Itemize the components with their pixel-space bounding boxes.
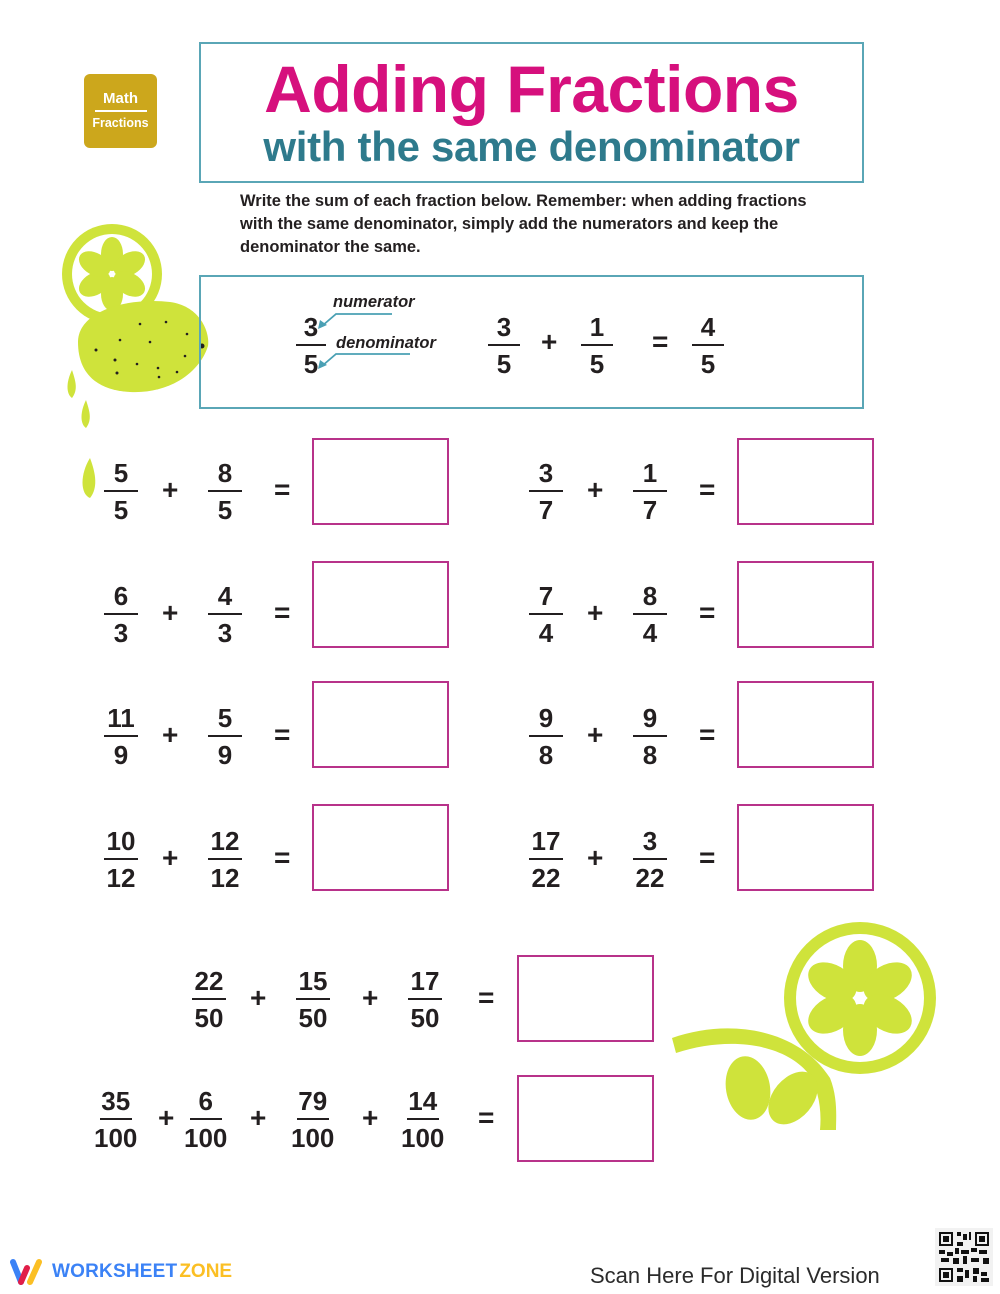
equals-sign: =: [699, 597, 716, 628]
denominator: 4: [538, 618, 554, 648]
example-fraction-b: [581, 314, 613, 377]
fraction: [408, 968, 442, 1031]
badge-divider: [95, 110, 147, 112]
numerator: 10: [106, 826, 136, 856]
numerator: 9: [642, 703, 658, 733]
fraction: [633, 705, 667, 768]
equals-sign: =: [274, 842, 291, 873]
title-box: [199, 42, 864, 183]
answer-box-2[interactable]: [737, 438, 874, 525]
numerator: 1: [589, 312, 605, 342]
numerator: 17: [531, 826, 561, 856]
answer-box-8[interactable]: [737, 804, 874, 891]
example-result-fraction: [692, 314, 724, 377]
example-fraction-a: [488, 314, 520, 377]
numerator: 79: [298, 1086, 328, 1116]
numerator: 22: [194, 966, 224, 996]
denominator: 22: [531, 863, 561, 893]
denominator: 3: [113, 618, 129, 648]
numerator: 12: [210, 826, 240, 856]
plus-sign: +: [587, 474, 604, 505]
page-subtitle: with the same denominator: [263, 123, 800, 170]
fraction: [104, 828, 138, 891]
answer-box-4[interactable]: [737, 561, 874, 648]
fraction: [529, 705, 563, 768]
equals-sign: =: [478, 1102, 495, 1133]
denominator-label: denominator: [336, 334, 436, 352]
numerator: 3: [303, 312, 319, 342]
denominator: 5: [113, 495, 129, 525]
fraction: [104, 460, 138, 523]
plus-sign: +: [250, 982, 267, 1013]
denominator: 7: [642, 495, 658, 525]
fraction: [104, 705, 138, 768]
denominator: 3: [217, 618, 233, 648]
denominator: 50: [410, 1003, 440, 1033]
answer-box-9[interactable]: [517, 955, 654, 1042]
plus-sign: +: [250, 1102, 267, 1133]
plus-sign: +: [587, 597, 604, 628]
fraction: [208, 460, 242, 523]
denominator-arrow-icon: [314, 352, 414, 370]
denominator: 9: [217, 740, 233, 770]
scan-instruction-text: Scan Here For Digital Version: [590, 1263, 880, 1288]
fraction: [633, 583, 667, 646]
denominator: 12: [106, 863, 136, 893]
fraction: [104, 583, 138, 646]
instructions-text: Write the sum of each fraction below. Remember: when adding fractions with the same denominator, simply add the numerators and keep the denominator the same.: [240, 192, 807, 256]
badge-topic: Fractions: [92, 116, 149, 130]
denominator: 5: [303, 349, 319, 379]
fraction: [529, 583, 563, 646]
answer-box-7[interactable]: [312, 804, 449, 891]
plus-sign: +: [158, 1102, 175, 1133]
plus-sign: +: [162, 474, 179, 505]
denominator: 7: [538, 495, 554, 525]
fraction: [296, 968, 330, 1031]
denominator: 8: [538, 740, 554, 770]
plus-sign: +: [162, 842, 179, 873]
numerator: 5: [113, 458, 129, 488]
numerator: 8: [642, 581, 658, 611]
equals-sign: =: [652, 326, 669, 357]
numerator: 3: [496, 312, 512, 342]
page-title: Adding Fractions: [264, 52, 799, 126]
numerator: 4: [217, 581, 233, 611]
fraction: [291, 1088, 334, 1151]
plus-sign: +: [162, 719, 179, 750]
answer-box-10[interactable]: [517, 1075, 654, 1162]
numerator: 8: [217, 458, 233, 488]
answer-box-1[interactable]: [312, 438, 449, 525]
numerator: 6: [113, 581, 129, 611]
denominator: 22: [635, 863, 665, 893]
numerator: 1: [642, 458, 658, 488]
numerator: 11: [107, 703, 135, 733]
fraction: [208, 583, 242, 646]
numerator: 3: [538, 458, 554, 488]
fraction: [633, 460, 667, 523]
numerator: 4: [700, 312, 716, 342]
denominator: 100: [94, 1123, 138, 1153]
numerator: 9: [538, 703, 554, 733]
fraction: [529, 460, 563, 523]
answer-box-6[interactable]: [737, 681, 874, 768]
answer-box-5[interactable]: [312, 681, 449, 768]
plus-sign: +: [587, 719, 604, 750]
numerator: 15: [298, 966, 328, 996]
numerator-label: numerator: [333, 293, 415, 311]
subject-badge: [84, 74, 157, 148]
numerator: 35: [101, 1086, 131, 1116]
qr-code-icon[interactable]: [935, 1228, 993, 1286]
numerator-arrow-icon: [314, 312, 394, 330]
denominator: 5: [496, 349, 512, 379]
denominator: 100: [184, 1123, 228, 1153]
fraction: [94, 1088, 137, 1151]
lime-slices-illustration-bottom-right: [668, 908, 948, 1133]
denominator: 5: [700, 349, 716, 379]
numerator: 17: [410, 966, 440, 996]
equals-sign: =: [699, 719, 716, 750]
plus-sign: +: [587, 842, 604, 873]
fraction: [401, 1088, 444, 1151]
plus-sign: +: [541, 326, 558, 357]
fraction: [529, 828, 563, 891]
fraction: [208, 705, 242, 768]
brand-name-part1: WORKSHEET: [52, 1261, 178, 1282]
denominator: 100: [401, 1123, 445, 1153]
equals-sign: =: [699, 842, 716, 873]
numerator: 3: [642, 826, 658, 856]
fraction: [208, 828, 242, 891]
fraction: [184, 1088, 227, 1151]
numerator: 6: [198, 1086, 213, 1116]
fraction: [192, 968, 226, 1031]
fraction: [633, 828, 667, 891]
plus-sign: +: [362, 1102, 379, 1133]
answer-box-3[interactable]: [312, 561, 449, 648]
denominator: 5: [589, 349, 605, 379]
denominator: 8: [642, 740, 658, 770]
denominator: 100: [291, 1123, 335, 1153]
plus-sign: +: [362, 982, 379, 1013]
worksheet-zone-logo[interactable]: [10, 1258, 232, 1286]
denominator: 50: [194, 1003, 224, 1033]
equals-sign: =: [274, 474, 291, 505]
equals-sign: =: [274, 719, 291, 750]
denominator: 9: [113, 740, 129, 770]
badge-subject: Math: [103, 90, 138, 107]
numerator: 7: [538, 581, 554, 611]
plus-sign: +: [162, 597, 179, 628]
brand-name-part2: ZONE: [179, 1261, 233, 1282]
numerator: 5: [217, 703, 233, 733]
denominator: 12: [210, 863, 240, 893]
equals-sign: =: [274, 597, 291, 628]
numerator: 14: [408, 1086, 438, 1116]
denominator: 50: [298, 1003, 328, 1033]
worksheet-zone-logo-icon: [10, 1258, 46, 1286]
denominator: 5: [217, 495, 233, 525]
denominator: 4: [642, 618, 658, 648]
equals-sign: =: [699, 474, 716, 505]
equals-sign: =: [478, 982, 495, 1013]
